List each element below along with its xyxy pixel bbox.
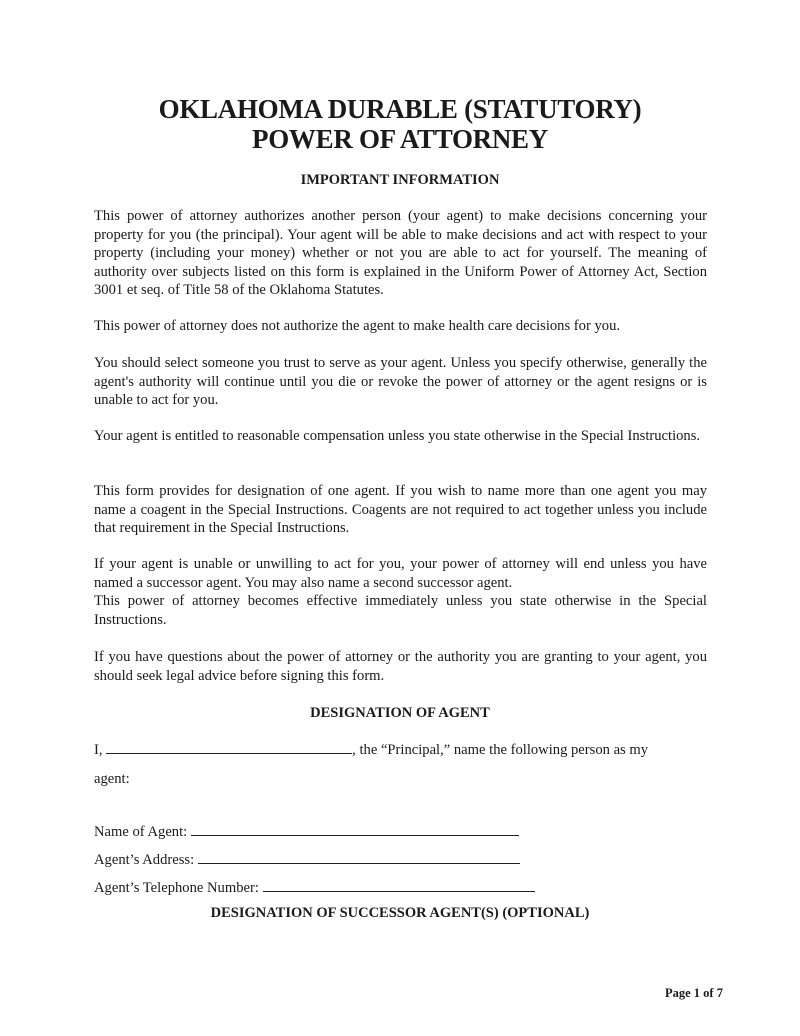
paragraph-health-care: This power of attorney does not authorize the agent to make health care decisions for you. [94, 318, 621, 334]
principal-line-2: agent: [94, 771, 130, 787]
principal-line [94, 741, 648, 759]
heading-designation-of-agent: DESIGNATION OF AGENT [310, 705, 490, 721]
principal-suffix: , the “Principal,” name the following person as my [352, 742, 649, 758]
principal-name-field[interactable] [106, 741, 352, 754]
agent-address-field[interactable] [198, 851, 520, 864]
agent-name-field[interactable] [191, 823, 519, 836]
document-title-line-2: POWER OF ATTORNEY [252, 124, 548, 154]
paragraph-select-agent: You should select someone you trust to serve as your agent. Unless you specify otherwise, generally the agent's authority will continue until you die or revoke the power of attorney or the agent resigns or is unable to act for you. [94, 355, 707, 409]
agent-address-label: Agent’s Address: [94, 852, 195, 868]
agent-phone-label: Agent’s Telephone Number: [94, 880, 259, 896]
paragraph-compensation: Your agent is entitled to reasonable compensation unless you state otherwise in the Special Instructions. [94, 428, 701, 444]
paragraph-coagent: This form provides for designation of one agent. If you wish to name more than one agent you may name a coagent in the Special Instructions. Coagents are not required to act together unless you include that requirement in the Special Instructions. [94, 483, 707, 537]
agent-phone-field[interactable] [263, 879, 535, 892]
document-title-line-1: OKLAHOMA DURABLE (STATUTORY) [158, 94, 642, 124]
heading-important-information: IMPORTANT INFORMATION [300, 172, 500, 188]
agent-address-row [94, 851, 520, 869]
paragraph-authorization: This power of attorney authorizes another person (your agent) to make decisions concerning your property for you (the principal). Your agent will be able to make decisions and act with respect to your property (including your money) whether or not you are able to act for yourself. The meaning of authority over subjects listed on this form is explained in the Uniform Power of Attorney Act, Section 3001 et seq. of Title 58 of the Oklahoma Statutes. [94, 208, 707, 299]
paragraph-successor: If your agent is unable or unwilling to act for you, your power of attorney will end unless you have named a successor agent. You may also name a second successor agent. [94, 556, 707, 591]
agent-name-row [94, 823, 519, 841]
principal-prefix: I, [94, 742, 103, 758]
page-number: Page 1 of 7 [665, 986, 723, 1000]
agent-name-label: Name of Agent: [94, 824, 188, 840]
paragraph-legal-advice: If you have questions about the power of attorney or the authority you are granting to your agent, you should seek legal advice before signing this form. [94, 649, 707, 684]
heading-successor-agents: DESIGNATION OF SUCCESSOR AGENT(S) (OPTIONAL) [210, 905, 590, 921]
agent-phone-row [94, 879, 535, 897]
paragraph-effective: This power of attorney becomes effective immediately unless you state otherwise in the Special Instructions. [94, 593, 707, 628]
